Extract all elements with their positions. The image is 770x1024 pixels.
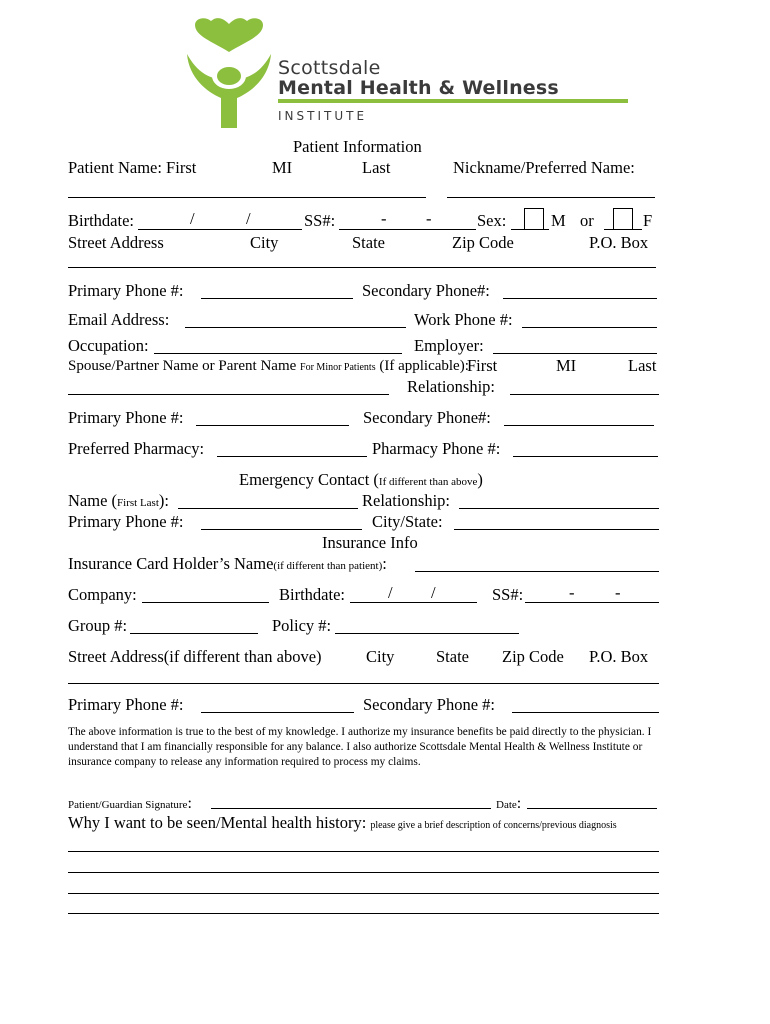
field-emergency-relationship[interactable]: [459, 508, 659, 509]
label-company: Company:: [68, 585, 137, 604]
field-work-phone[interactable]: [522, 327, 657, 328]
history-line-3[interactable]: [68, 893, 659, 894]
emergency-name-label: Name (: [68, 491, 118, 510]
field-ss[interactable]: [339, 229, 476, 230]
label-occupation: Occupation:: [68, 336, 149, 355]
label-patient-mi: MI: [272, 158, 293, 177]
emergency-name-close: ):: [158, 491, 169, 510]
field-company[interactable]: [142, 602, 269, 603]
label-emergency-primary-phone: Primary Phone #:: [68, 512, 184, 531]
signature-label: Patient/Guardian Signature: [68, 799, 188, 811]
field-insurance-secondary-phone[interactable]: [512, 712, 659, 713]
field-occupation[interactable]: [154, 353, 402, 354]
label-date: [496, 796, 521, 812]
label-ss: SS#:: [304, 211, 336, 230]
section-title-insurance: Insurance Info: [322, 533, 418, 552]
field-group[interactable]: [130, 633, 258, 634]
label-spouse-primary-phone: Primary Phone #:: [68, 408, 184, 427]
logo-line-3: INSTITUTE: [278, 109, 368, 123]
field-insurance-primary-phone[interactable]: [201, 712, 354, 713]
label-primary-phone: Primary Phone #:: [68, 281, 184, 300]
label-spouse-minor: For Minor Patients: [300, 362, 376, 373]
field-employer[interactable]: [493, 353, 657, 354]
label-insurance-street: Street Address(if different than above): [68, 647, 322, 666]
history-line-4[interactable]: [68, 913, 659, 914]
label-emergency-name: [68, 493, 169, 510]
field-date[interactable]: [527, 808, 657, 809]
label-pobox: P.O. Box: [589, 233, 649, 252]
label-birthdate: Birthdate:: [68, 211, 134, 230]
history-title-text: Why I want to be seen/Mental health history:: [68, 813, 367, 832]
field-preferred-pharmacy[interactable]: [217, 456, 367, 457]
field-email[interactable]: [185, 327, 406, 328]
field-insurance-ss[interactable]: [525, 602, 659, 603]
history-line-2[interactable]: [68, 872, 659, 873]
field-spouse-name[interactable]: [68, 394, 389, 395]
insurance-ss-dash-2: -: [615, 583, 621, 602]
label-insurance-holder: [68, 556, 387, 573]
label-spouse-secondary-phone: Secondary Phone#:: [363, 408, 491, 427]
label-preferred-pharmacy: Preferred Pharmacy:: [68, 439, 205, 458]
insurance-birthdate-slash-1: /: [388, 583, 393, 602]
history-line-1[interactable]: [68, 851, 659, 852]
label-spouse-main: [68, 359, 469, 374]
label-spouse-first: First: [467, 356, 498, 375]
emergency-title-close: ): [477, 470, 483, 489]
date-label: Date: [496, 799, 517, 811]
label-zip: Zip Code: [452, 233, 514, 252]
label-signature: [68, 796, 192, 812]
label-emergency-city-state: City/State:: [372, 512, 443, 531]
insurance-ss-dash-1: -: [569, 583, 575, 602]
ss-dash-2: -: [426, 209, 432, 228]
insurance-holder-small: (if different than patient): [273, 560, 383, 572]
logo-underline: [278, 99, 628, 103]
field-secondary-phone[interactable]: [503, 298, 657, 299]
label-spouse-if-applicable: (If applicable):: [379, 358, 469, 374]
section-title-patient-info: Patient Information: [293, 137, 422, 156]
label-state: State: [352, 233, 385, 252]
label-patient-last: Last: [362, 158, 391, 177]
field-signature[interactable]: [211, 808, 491, 809]
date-colon: :: [516, 795, 522, 812]
field-policy[interactable]: [335, 633, 519, 634]
field-patient-name[interactable]: [68, 197, 426, 198]
label-insurance-ss: SS#:: [492, 585, 524, 604]
authorization-text: The above information is true to the best of my knowledge. I authorize my insurance benefits be paid directly to the physician. I understand that I am financially responsible for any balance. I also authorize Scottsdale Mental Health & Wellness Institute or insurance company to release any information required to process my claims.: [68, 726, 652, 768]
label-street-address: Street Address: [68, 233, 164, 252]
logo-figure-icon: [183, 18, 275, 130]
field-pharmacy-phone[interactable]: [513, 456, 658, 457]
label-sex-m: M: [551, 211, 566, 230]
field-spouse-relationship[interactable]: [510, 394, 659, 395]
field-emergency-name[interactable]: [178, 508, 358, 509]
label-patient-name-first: Patient Name: First: [68, 158, 197, 177]
label-city: City: [250, 233, 279, 252]
field-insurance-holder[interactable]: [415, 571, 659, 572]
emergency-contact-title: [239, 472, 483, 489]
label-pharmacy-phone: Pharmacy Phone #:: [372, 439, 501, 458]
field-insurance-birthdate[interactable]: [350, 602, 477, 603]
history-title: [68, 815, 617, 832]
label-spouse-mi: MI: [556, 356, 577, 375]
field-spouse-primary-phone[interactable]: [196, 425, 349, 426]
label-spouse-relationship: Relationship:: [407, 377, 495, 396]
field-insurance-address[interactable]: [68, 683, 659, 684]
label-spouse-last: Last: [628, 356, 657, 375]
label-insurance-secondary-phone: Secondary Phone #:: [363, 695, 495, 714]
field-emergency-primary-phone[interactable]: [201, 529, 362, 530]
field-emergency-city-state[interactable]: [454, 529, 659, 530]
label-sex-f: F: [643, 211, 653, 230]
label-sex-or: or: [580, 211, 594, 230]
field-address[interactable]: [68, 267, 656, 268]
checkbox-sex-m[interactable]: [524, 208, 544, 230]
label-policy: Policy #:: [272, 616, 332, 635]
logo-line-1: Scottsdale: [278, 57, 381, 79]
label-insurance-primary-phone: Primary Phone #:: [68, 695, 184, 714]
label-email: Email Address:: [68, 310, 170, 329]
label-insurance-birthdate: Birthdate:: [279, 585, 345, 604]
birthdate-slash-2: /: [246, 209, 251, 228]
field-birthdate[interactable]: [138, 229, 302, 230]
emergency-name-small: First Last: [117, 497, 159, 509]
field-spouse-secondary-phone[interactable]: [504, 425, 654, 426]
label-insurance-state: State: [436, 647, 469, 666]
emergency-title-small: If different than above: [378, 476, 478, 488]
label-insurance-zip: Zip Code: [502, 647, 564, 666]
label-insurance-pobox: P.O. Box: [589, 647, 649, 666]
logo-line-2: Mental Health & Wellness: [278, 77, 559, 99]
label-work-phone: Work Phone #:: [414, 310, 513, 329]
label-sex: Sex:: [477, 211, 507, 230]
field-nickname[interactable]: [447, 197, 655, 198]
ss-dash-1: -: [381, 209, 387, 228]
label-group: Group #:: [68, 616, 128, 635]
insurance-birthdate-slash-2: /: [431, 583, 436, 602]
emergency-title-main: Emergency Contact (: [239, 470, 379, 489]
label-emergency-relationship: Relationship:: [362, 491, 450, 510]
history-hint: please give a brief description of concerns/previous diagnosis: [370, 820, 617, 831]
checkbox-sex-f[interactable]: [613, 208, 633, 230]
field-primary-phone[interactable]: [201, 298, 353, 299]
label-insurance-city: City: [366, 647, 395, 666]
label-nickname: Nickname/Preferred Name:: [453, 158, 635, 177]
birthdate-slash-1: /: [190, 209, 195, 228]
signature-colon: :: [187, 795, 192, 812]
insurance-holder-label: Insurance Card Holder’s Name: [68, 554, 274, 573]
label-secondary-phone: Secondary Phone#:: [362, 281, 490, 300]
label-employer: Employer:: [414, 336, 484, 355]
label-spouse-text: Spouse/Partner Name or Parent Name: [68, 358, 297, 374]
insurance-holder-colon: :: [382, 554, 387, 573]
